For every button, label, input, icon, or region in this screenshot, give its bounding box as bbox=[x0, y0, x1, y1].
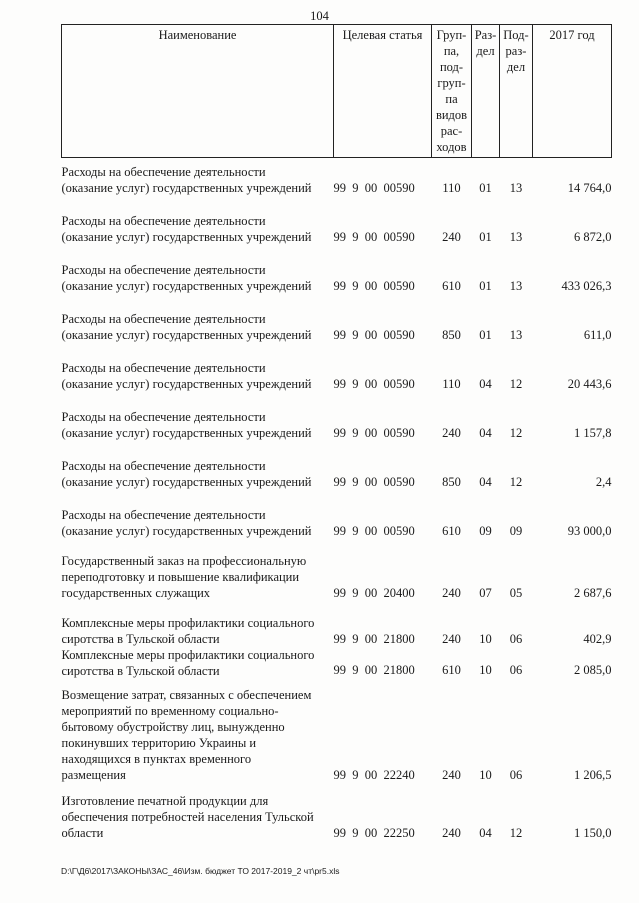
budget-table bbox=[61, 24, 612, 841]
row-expense-group: 850 bbox=[442, 475, 461, 489]
row-section: 01 bbox=[479, 230, 492, 244]
table-row bbox=[62, 392, 612, 441]
page-number: 104 bbox=[310, 9, 329, 23]
header-subsection bbox=[500, 25, 533, 158]
row-target-article: 99 9 00 00590 bbox=[333, 230, 415, 244]
header-section bbox=[472, 25, 500, 158]
row-amount: 1 206,5 bbox=[574, 768, 612, 782]
row-amount: 402,9 bbox=[583, 632, 612, 646]
row-subsection: 06 bbox=[509, 663, 523, 677]
row-name: Расходы на обеспечение деятельности (оказание услуг) государственных учреждений bbox=[61, 312, 312, 342]
row-target-article: 99 9 00 00590 bbox=[333, 475, 415, 489]
table-row bbox=[62, 601, 612, 647]
row-target-article: 99 9 00 00590 bbox=[333, 181, 415, 195]
row-name: Расходы на обеспечение деятельности (оказание услуг) государственных учреждений bbox=[61, 361, 312, 391]
table-row bbox=[62, 294, 612, 343]
header-name: Наименование bbox=[62, 25, 334, 158]
row-target-article: 99 9 00 00590 bbox=[333, 328, 415, 342]
row-amount: 433 026,3 bbox=[561, 279, 612, 293]
row-name: Комплексные меры профилактики социального сиротства в Тульской области bbox=[61, 648, 315, 678]
row-section: 10 bbox=[479, 663, 492, 677]
row-section: 10 bbox=[479, 768, 492, 782]
header-subsection-text: Под- раз- дел bbox=[503, 28, 529, 74]
row-name: Государственный заказ на профессиональную переподготовку и повышение квалификации государственных служащих bbox=[61, 554, 307, 600]
row-expense-group: 610 bbox=[442, 279, 461, 293]
row-name: Расходы на обеспечение деятельности (оказание услуг) государственных учреждений bbox=[61, 459, 312, 489]
header-expense-group-text: Груп- па, под- груп- па видов рас- ходов bbox=[435, 28, 468, 154]
table-row bbox=[62, 196, 612, 245]
row-target-article: 99 9 00 20400 bbox=[333, 586, 415, 600]
row-name: Расходы на обеспечение деятельности (оказание услуг) государственных учреждений bbox=[61, 165, 312, 195]
row-name: Возмещение затрат, связанных с обеспечением мероприятий по временному социально- бытовому обустройству лиц, вынужденно покинувших территорию Украины и находящихся в пунктах временного размещения bbox=[61, 688, 312, 782]
row-expense-group: 610 bbox=[442, 663, 461, 677]
row-section: 04 bbox=[479, 826, 492, 840]
row-expense-group: 850 bbox=[442, 328, 461, 342]
table-row bbox=[62, 539, 612, 601]
row-section: 04 bbox=[479, 475, 492, 489]
row-amount: 2 687,6 bbox=[574, 586, 612, 600]
row-section: 01 bbox=[479, 181, 492, 195]
row-target-article: 99 9 00 00590 bbox=[333, 426, 415, 440]
row-subsection: 13 bbox=[509, 328, 523, 342]
row-subsection: 06 bbox=[509, 768, 523, 782]
row-subsection: 06 bbox=[509, 632, 523, 646]
row-expense-group: 240 bbox=[442, 768, 461, 782]
row-expense-group: 240 bbox=[442, 632, 461, 646]
header-expense-group bbox=[432, 25, 472, 158]
row-expense-group: 240 bbox=[442, 826, 461, 840]
row-subsection: 13 bbox=[509, 181, 523, 195]
row-amount: 1 157,8 bbox=[574, 426, 612, 440]
row-name: Комплексные меры профилактики социального сиротства в Тульской области bbox=[61, 616, 315, 646]
table-row bbox=[62, 679, 612, 783]
row-amount: 2 085,0 bbox=[574, 663, 612, 677]
table-row bbox=[62, 490, 612, 539]
header-target-article: Целевая статья bbox=[334, 25, 432, 158]
table-row bbox=[62, 647, 612, 679]
row-amount: 14 764,0 bbox=[567, 181, 612, 195]
row-expense-group: 610 bbox=[442, 524, 461, 538]
row-expense-group: 110 bbox=[442, 377, 461, 391]
row-target-article: 99 9 00 21800 bbox=[333, 663, 415, 677]
row-target-article: 99 9 00 22240 bbox=[333, 768, 415, 782]
row-expense-group: 110 bbox=[442, 181, 461, 195]
row-subsection: 05 bbox=[509, 586, 523, 600]
footer-file-path: D:\Г\Д6\2017\ЗАКОНЫ\ЗАС_46\Изм. бюджет ТО 2017-2019_2 чт\pr5.xls bbox=[61, 866, 340, 876]
row-name: Расходы на обеспечение деятельности (оказание услуг) государственных учреждений bbox=[61, 410, 312, 440]
table-row bbox=[62, 783, 612, 841]
row-expense-group: 240 bbox=[442, 230, 461, 244]
row-subsection: 12 bbox=[509, 426, 523, 440]
table-row bbox=[62, 245, 612, 294]
row-expense-group: 240 bbox=[442, 586, 461, 600]
row-subsection: 12 bbox=[509, 826, 523, 840]
row-expense-group: 240 bbox=[442, 426, 461, 440]
row-subsection: 12 bbox=[509, 377, 523, 391]
row-section: 04 bbox=[479, 426, 492, 440]
row-target-article: 99 9 00 22250 bbox=[333, 826, 415, 840]
row-amount: 2,4 bbox=[595, 475, 612, 489]
header-row bbox=[62, 25, 612, 158]
row-amount: 20 443,6 bbox=[567, 377, 612, 391]
row-target-article: 99 9 00 00590 bbox=[333, 524, 415, 538]
row-target-article: 99 9 00 21800 bbox=[333, 632, 415, 646]
row-amount: 6 872,0 bbox=[574, 230, 612, 244]
row-section: 01 bbox=[479, 279, 492, 293]
row-target-article: 99 9 00 00590 bbox=[333, 377, 415, 391]
row-subsection: 13 bbox=[509, 279, 523, 293]
row-subsection: 09 bbox=[509, 524, 523, 538]
row-subsection: 12 bbox=[509, 475, 523, 489]
header-year: 2017 год bbox=[533, 25, 612, 158]
row-target-article: 99 9 00 00590 bbox=[333, 279, 415, 293]
row-name: Расходы на обеспечение деятельности (оказание услуг) государственных учреждений bbox=[61, 508, 312, 538]
table-row bbox=[62, 441, 612, 490]
table-body bbox=[62, 158, 612, 842]
row-subsection: 13 bbox=[509, 230, 523, 244]
row-section: 04 bbox=[479, 377, 492, 391]
row-section: 01 bbox=[479, 328, 492, 342]
row-amount: 611,0 bbox=[583, 328, 612, 342]
row-amount: 93 000,0 bbox=[567, 524, 612, 538]
row-section: 07 bbox=[479, 586, 492, 600]
row-name: Расходы на обеспечение деятельности (оказание услуг) государственных учреждений bbox=[61, 263, 312, 293]
table-row bbox=[62, 343, 612, 392]
row-section: 09 bbox=[479, 524, 492, 538]
row-name: Изготовление печатной продукции для обеспечения потребностей населения Тульской области bbox=[61, 794, 314, 840]
row-amount: 1 150,0 bbox=[574, 826, 612, 840]
row-section: 10 bbox=[479, 632, 492, 646]
header-section-text: Раз- дел bbox=[474, 28, 497, 58]
row-name: Расходы на обеспечение деятельности (оказание услуг) государственных учреждений bbox=[61, 214, 312, 244]
table-row bbox=[62, 158, 612, 197]
